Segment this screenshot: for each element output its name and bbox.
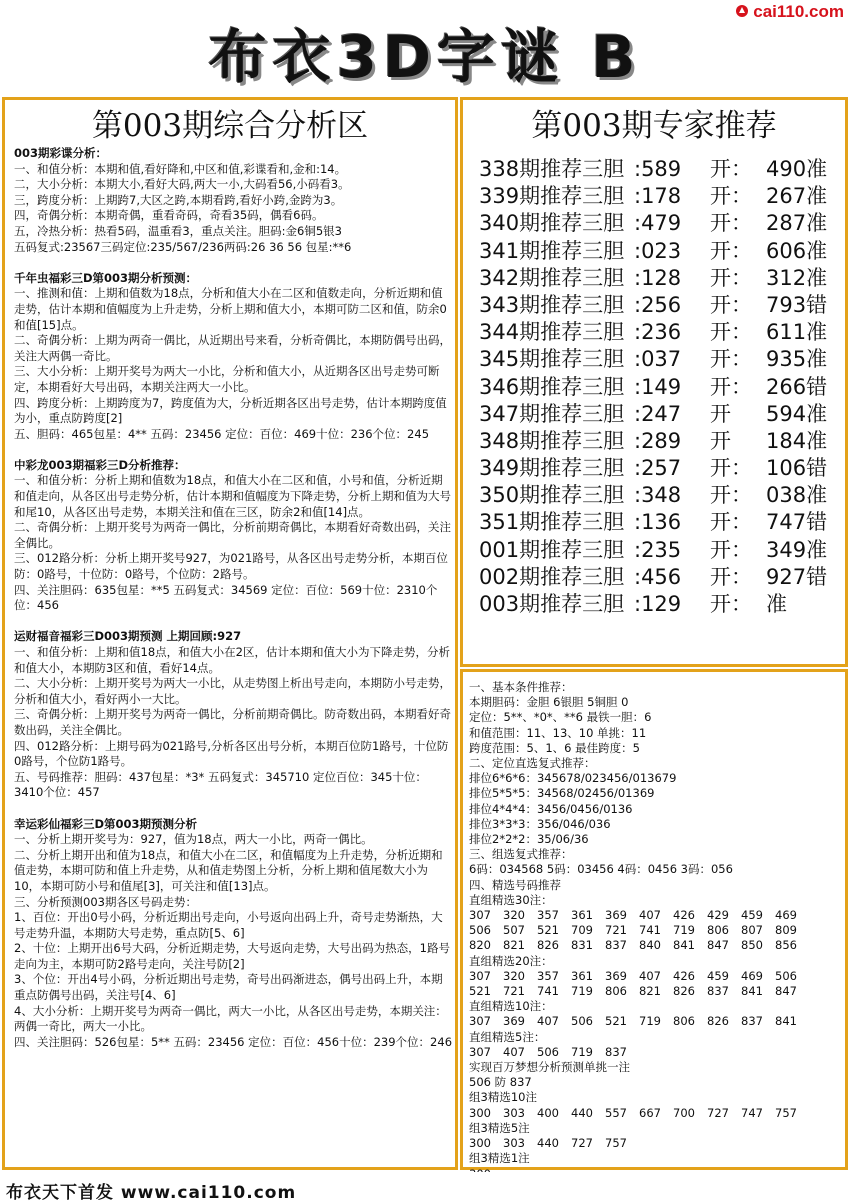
number-cell: 837: [741, 1014, 763, 1029]
grid-5-picks: [469, 1045, 843, 1060]
number-cell: 320: [503, 908, 525, 923]
number-cell: 521: [605, 1014, 627, 1029]
recommend-result: 312准: [766, 265, 828, 290]
recommend-open-label: 开：: [710, 483, 752, 508]
site-badge[interactable]: [735, 2, 844, 22]
group3-5-picks: [469, 1136, 843, 1151]
analysis-section: [14, 458, 454, 614]
recommend-period: 343期推荐三胆: [479, 292, 625, 317]
number-cell: 521: [469, 984, 491, 999]
recommend-period: 351期推荐三胆: [479, 510, 625, 535]
recommend-period: 342期推荐三胆: [479, 265, 625, 290]
recommend-row: [479, 156, 839, 183]
recommend-open-label: 开：: [710, 374, 752, 399]
section-line: 4、大小分析：上期开奖号为两奇一偶比，两大一小比，从各区出号走势，本期关注：两偶一奇比，两大一小比。: [14, 1003, 447, 1034]
recommend-numbers: :589: [634, 157, 682, 181]
number-cell: 303: [503, 1136, 525, 1151]
recommend-numbers: :247: [634, 401, 682, 426]
recommend-row: [479, 265, 839, 292]
condition-line: 直组精选5注：: [469, 1029, 546, 1044]
recommend-numbers: :348: [634, 483, 682, 508]
number-cell: 506: [469, 923, 491, 938]
recommend-result: 490准: [766, 157, 828, 181]
recommend-open-label: 开：: [710, 211, 752, 236]
number-cell: 840: [639, 938, 661, 953]
number-cell: 719: [673, 923, 695, 938]
recommend-open-label: 开：: [710, 292, 752, 317]
grid-30-picks: [469, 908, 843, 954]
number-cell: 369: [605, 968, 627, 983]
recommend-numbers: :149: [634, 374, 682, 399]
number-cell: 727: [571, 1136, 593, 1151]
condition-line: 定位：5**、*0*、**6 最铁一胆：6: [469, 710, 652, 725]
number-cell: 300: [469, 1136, 491, 1151]
condition-line: 排位6*6*6：345678/023456/013679: [469, 771, 677, 786]
section-line: 三、012路分析：分析上期开奖号927，为021路号，从各区出号走势分析，本期百位防：0路号，十位防：0路号，个位防：2路号。: [14, 551, 448, 582]
recommend-result: 927错: [766, 564, 828, 589]
number-cell: 850: [741, 938, 763, 953]
recommend-period: 340期推荐三胆: [479, 211, 625, 236]
recommend-open-label: 开：: [710, 456, 752, 481]
recommend-result: 038准: [766, 483, 828, 508]
number-cell: 307: [469, 908, 491, 923]
recommend-row: [479, 509, 839, 536]
number-cell: 847: [707, 938, 729, 953]
recommend-row: [479, 319, 839, 346]
condition-line: 实现百万梦想分析预测单挑一注: [469, 1060, 630, 1075]
expert-recommend-panel: [460, 97, 848, 667]
number-cell: 741: [639, 923, 661, 938]
recommend-row: [479, 482, 839, 509]
number-cell: 719: [571, 984, 593, 999]
number-cell: 831: [571, 938, 593, 953]
number-cell: 826: [537, 938, 559, 953]
condition-line: 三、组选复式推荐：: [469, 847, 573, 862]
condition-line: 6码：034568 5码：03456 4码：0456 3码：056: [469, 862, 733, 877]
section-line: 四、012路分析：上期号码为021路号,分析各区出号分析，本期百位防1路号，十位防0路号，个位防1路号。: [14, 738, 449, 769]
number-cell: 506: [537, 1044, 559, 1059]
condition-line: 跨度范围：5、1、6 最佳跨度：5: [469, 740, 640, 755]
number-cell: 856: [775, 938, 797, 953]
recommend-numbers: :037: [634, 347, 682, 372]
recommend-open-label: 开：: [710, 184, 752, 209]
section-line: 四，奇偶分析：本期奇偶，重看奇码，奇看35码，偶看6码。: [14, 208, 324, 223]
recommend-numbers: :023: [634, 238, 682, 263]
section-line: 五、胆码：465包星：4** 五码：23456 定位：百位：469十位：236个位：245: [14, 426, 430, 441]
section-gap: [14, 801, 454, 817]
section-line: 四、关注胆码：635包星：**5 五码复式：34569 定位：百位：569十位：2310个位：456: [14, 582, 438, 613]
recommend-result: 747错: [766, 510, 828, 535]
number-cell: 426: [673, 968, 695, 983]
condition-line: 排位5*5*5：34568/02456/01369: [469, 786, 655, 801]
section-line: 四、关注胆码：526包星：5** 五码：23456 定位：百位：456十位：239个位：246: [14, 1034, 453, 1049]
number-cell: 521: [537, 923, 559, 938]
number-cell: 307: [469, 1014, 491, 1029]
section-line: 一、分析上期开奖号为：927，值为18点，两大一小比，两奇一偶比。: [14, 832, 373, 847]
section-title: 幸运彩仙福彩三D第003期预测分析: [14, 816, 198, 831]
analysis-panel-title: 第003期综合分析区: [91, 108, 369, 144]
recommend-result: 267准: [766, 184, 828, 209]
section-line: 二、奇偶分析：上期为两奇一偶比，从近期出号来看，分析奇偶比，本期防偶号出码，关注大两偶一奇比。: [14, 333, 451, 363]
number-cell: 841: [741, 984, 763, 999]
number-cell: 757: [775, 1105, 797, 1120]
recommend-period: 350期推荐三胆: [479, 483, 625, 508]
section-line: 三、分析预测003期各区号码走势：: [14, 894, 197, 909]
number-cell: 700: [673, 1105, 695, 1120]
number-cell: 709: [571, 923, 593, 938]
recommend-row: [479, 428, 839, 455]
section-gap: [14, 255, 454, 271]
number-cell: 837: [605, 1044, 627, 1059]
recommend-row: [479, 401, 839, 428]
number-cell: 557: [605, 1105, 627, 1120]
recommend-result: 611准: [766, 320, 828, 345]
recommend-open-label: 开：: [710, 238, 752, 263]
section-title: 中彩龙003期福彩三D分析推荐：: [14, 457, 186, 472]
grid-10-picks: [469, 1014, 843, 1029]
recommend-numbers: :456: [634, 564, 682, 589]
recommend-row: [479, 537, 839, 564]
section-line: 二，大小分析：本期大小,看好大码,两大一小,大码看56,小码看3。: [14, 177, 350, 192]
number-cell: 407: [537, 1014, 559, 1029]
condition-line: 和值范围：11、13、10 单挑：11: [469, 725, 647, 740]
recommend-row: [479, 238, 839, 265]
condition-line: 本期胆码：金胆 6银胆 5铜胆 0: [469, 695, 629, 710]
recommend-list: [479, 156, 839, 618]
recommend-numbers: :178: [634, 184, 682, 209]
condition-line: 一、基本条件推荐：: [469, 680, 573, 694]
condition-line: 排位2*2*2：35/06/36: [469, 832, 589, 847]
recommend-result: 184准: [766, 428, 828, 453]
number-cell: 837: [707, 984, 729, 999]
recommend-period: 002期推荐三胆: [479, 564, 625, 589]
recommend-open-label: 开: [710, 401, 731, 426]
number-cell: 721: [503, 984, 525, 999]
analysis-section: [14, 817, 454, 1051]
recommend-period: 346期推荐三胆: [479, 374, 625, 399]
condition-line: 组3精选1注: [469, 1151, 530, 1166]
section-line: 3、个位：开出4号小码，分析近期出号走势，奇号出码渐进态，偶号出码上升，本期重点防偶号出码，关注号[4、6]: [14, 972, 443, 1003]
recommend-result: 266错: [766, 374, 828, 399]
conditions-panel: [460, 669, 848, 1170]
recommend-open-label: 开：: [710, 157, 752, 181]
section-gap: [14, 614, 454, 630]
recommend-period: 344期推荐三胆: [479, 320, 625, 345]
recommend-numbers: :479: [634, 211, 682, 236]
recommend-numbers: :289: [634, 428, 682, 453]
section-title: 运财福音福彩三D003期预测 上期回顾:927: [14, 629, 242, 644]
number-cell: 426: [673, 908, 695, 923]
analysis-panel: [2, 97, 458, 1170]
recommend-numbers: :235: [634, 537, 682, 562]
conditions-body: [469, 680, 843, 1182]
recommend-result: 594准: [766, 401, 828, 426]
recommend-result: 349准: [766, 537, 828, 562]
section-line: 一、推测和值：上期和值数为18点，分析和值大小在二区和值数走向，分析近期和值走势，估计本期和值幅度为上升走势，分析上期和值大小，本期可防二区和值，防余0和值[15]点。: [14, 286, 447, 332]
number-cell: 300: [469, 1105, 491, 1120]
section-gap: [14, 442, 454, 458]
number-cell: 440: [571, 1105, 593, 1120]
condition-line: 四、精选号码推荐: [469, 877, 561, 892]
number-cell: 826: [673, 984, 695, 999]
condition-line: 506 防 837: [469, 1075, 532, 1090]
number-cell: 837: [605, 938, 627, 953]
number-cell: 741: [537, 984, 559, 999]
recommend-period: 339期推荐三胆: [479, 184, 625, 209]
section-line: 一、和值分析：本期和值,看好降和,中区和值,彩谍看和,金和:14。: [14, 161, 347, 176]
number-cell: 757: [605, 1136, 627, 1151]
recommend-row: [479, 564, 839, 591]
recommend-result: 935准: [766, 347, 828, 372]
recommend-period: 001期推荐三胆: [479, 537, 625, 562]
number-cell: 719: [639, 1014, 661, 1029]
number-cell: 721: [605, 923, 627, 938]
recommend-open-label: 开：: [710, 320, 752, 345]
number-cell: 361: [571, 908, 593, 923]
number-cell: 747: [741, 1105, 763, 1120]
number-cell: 459: [741, 908, 763, 923]
section-line: 五码复式:23567三码定位:235/567/236两码:26 36 56 包星:**6: [14, 239, 352, 254]
recommend-row: [479, 292, 839, 319]
group3-10-picks: [469, 1106, 843, 1121]
number-cell: 847: [775, 984, 797, 999]
page-header: [0, 0, 850, 96]
number-cell: 407: [503, 1044, 525, 1059]
recommend-period: 338期推荐三胆: [479, 157, 625, 181]
analysis-body: [14, 146, 454, 1050]
section-title: 千年虫福彩三D第003期分析预测：: [14, 270, 198, 285]
recommend-period: 347期推荐三胆: [479, 401, 625, 426]
number-cell: 303: [503, 1105, 525, 1120]
recommend-open-label: 开：: [710, 564, 752, 589]
recommend-numbers: :256: [634, 292, 682, 317]
page-title: 布衣3D字谜 B: [208, 23, 642, 91]
section-line: 三、大小分析：上期开奖号为两大一小比，分析和值大小，从近期各区出号走势可断定，本期看好大号出码，本期关注两大一小比。: [14, 364, 440, 394]
recommend-result: 106错: [766, 456, 828, 481]
recommend-open-label: 开：: [710, 592, 752, 616]
number-cell: 506: [571, 1014, 593, 1029]
number-cell: 469: [775, 908, 797, 923]
number-cell: 719: [571, 1044, 593, 1059]
recommend-open-label: 开: [710, 428, 731, 453]
number-cell: 506: [775, 968, 797, 983]
recommend-numbers: :236: [634, 320, 682, 345]
number-cell: 320: [503, 968, 525, 983]
section-line: 四、跨度分析：上期跨度为7，跨度值为大，分析近期各区出号走势，估计本期跨度值为小，重点防跨度[2]: [14, 395, 447, 426]
recommend-period: 348期推荐三胆: [479, 428, 625, 453]
recommend-period: 345期推荐三胆: [479, 347, 625, 372]
condition-line: 直组精选10注：: [469, 999, 553, 1014]
recommend-numbers: :129: [634, 592, 682, 616]
site-badge-text: cai110.com: [753, 2, 844, 21]
number-cell: 361: [571, 968, 593, 983]
logo-icon: [735, 4, 749, 18]
condition-line: 直组精选20注：: [469, 953, 553, 968]
number-cell: 806: [707, 923, 729, 938]
footer-text: 布衣天下首发 www.cai110.com: [6, 1183, 297, 1202]
number-cell: 806: [673, 1014, 695, 1029]
section-line: 二、奇偶分析：上期开奖号为两奇一偶比，分析前期奇偶比，本期看好奇数出码，关注全偶比。: [14, 520, 451, 550]
section-line: 二、分析上期开出和值为18点，和值大小在二区，和值幅度为上升走势，分析近期和值走势，本期可防和值上升走势，从和值走势图上分析，分析上期和值尾数大小为10，本期可防小号和值尾[3]，可关注和值[13]点。: [14, 847, 443, 893]
recommend-result: 287准: [766, 211, 828, 236]
condition-line: 组3精选5注: [469, 1120, 530, 1135]
recommend-row: [479, 346, 839, 373]
number-cell: 820: [469, 938, 491, 953]
analysis-section: [14, 271, 454, 443]
page-footer: [0, 1172, 850, 1202]
number-cell: 841: [673, 938, 695, 953]
recommend-open-label: 开：: [710, 537, 752, 562]
number-cell: 841: [775, 1014, 797, 1029]
number-cell: 407: [639, 968, 661, 983]
condition-line: 组3精选10注: [469, 1090, 537, 1105]
number-cell: 806: [605, 984, 627, 999]
number-cell: 357: [537, 908, 559, 923]
expert-recommend-title: 第003期专家推荐: [531, 108, 777, 144]
number-cell: 407: [639, 908, 661, 923]
condition-line: 直组精选30注：: [469, 892, 553, 907]
analysis-section: [14, 629, 454, 801]
section-line: 1、百位：开出0号小码，分析近期出号走向，小号返向出码上升，奇号走势渐热，大号走势升温，本期防大号走势，重点防[5、6]: [14, 910, 443, 940]
number-cell: 821: [639, 984, 661, 999]
recommend-row: [479, 374, 839, 401]
number-cell: 459: [707, 968, 729, 983]
recommend-row: [479, 210, 839, 237]
recommend-numbers: :128: [634, 265, 682, 290]
section-line: 2、十位：上期开出6号大码，分析近期走势，大号返向走势，大号出码为热态，1路号走向为主，本期可防2路号走向，关注号防[2]: [14, 941, 450, 971]
section-title: 003期彩谍分析：: [14, 146, 108, 160]
number-cell: 440: [537, 1136, 559, 1151]
number-cell: 469: [741, 968, 763, 983]
number-cell: 821: [503, 938, 525, 953]
number-cell: 826: [707, 1014, 729, 1029]
number-cell: 667: [639, 1105, 661, 1120]
section-line: 三、奇偶分析：上期开奖号为两奇一偶比，分析前期奇偶比。防奇数出码，本期看好奇数出码，关注全偶比。: [14, 707, 451, 737]
number-cell: 357: [537, 968, 559, 983]
recommend-numbers: :136: [634, 510, 682, 535]
condition-line: 排位3*3*3：356/046/036: [469, 816, 611, 831]
recommend-open-label: 开：: [710, 347, 752, 372]
number-cell: 807: [741, 923, 763, 938]
number-cell: 727: [707, 1105, 729, 1120]
number-cell: 307: [469, 1044, 491, 1059]
recommend-row: [479, 183, 839, 210]
number-cell: 369: [503, 1014, 525, 1029]
recommend-open-label: 开：: [710, 510, 752, 535]
number-cell: 400: [537, 1105, 559, 1120]
recommend-result: 606准: [766, 238, 828, 263]
condition-line: 二、定位直选复式推荐：: [469, 756, 596, 771]
analysis-section: [14, 146, 454, 255]
recommend-period: 349期推荐三胆: [479, 456, 625, 481]
recommend-numbers: :257: [634, 456, 682, 481]
section-line: 一、和值分析：上期和值18点，和值大小在2区，估计本期和值大小为下降走势，分析和值大小，本期防3区和值，看好14点。: [14, 645, 450, 675]
number-cell: 809: [775, 923, 797, 938]
number-cell: 429: [707, 908, 729, 923]
recommend-period: 003期推荐三胆: [479, 592, 625, 616]
recommend-open-label: 开：: [710, 265, 752, 290]
number-cell: 307: [469, 968, 491, 983]
section-line: 五、号码推荐：胆码：437包星：*3* 五码复式：345710 定位百位：345十位：3410个位：457: [14, 769, 427, 800]
grid-20-picks: [469, 969, 843, 999]
section-line: 二、大小分析：上期开奖号为两大一小比，从走势图上析出号走向，本期防小号走势，分析和值大小，看好两小一大比。: [14, 676, 451, 706]
number-cell: 369: [605, 908, 627, 923]
recommend-row: [479, 591, 839, 618]
number-cell: 507: [503, 923, 525, 938]
recommend-result: 准: [766, 592, 787, 616]
section-line: 一、和值分析：分析上期和值数为18点，和值大小在二区和值，小号和值，分析近期和值走向，从各区出号走势分析，估计本期和值幅度为下降走势，分析上期和值为大号和尾10，从各区出号走势，本期关注和值在三区，防余2和值[14]点。: [14, 473, 451, 519]
section-line: 三，跨度分析：上期跨7,大区之跨,本期看跨,看好小跨,金跨为3。: [14, 192, 343, 207]
recommend-row: [479, 455, 839, 482]
section-line: 五，冷热分析：热看5码，温重看3，重点关注。胆码:金6铜5银3: [14, 223, 342, 238]
recommend-period: 341期推荐三胆: [479, 238, 625, 263]
condition-line: 排位4*4*4：3456/0456/0136: [469, 801, 633, 816]
recommend-result: 793错: [766, 292, 828, 317]
